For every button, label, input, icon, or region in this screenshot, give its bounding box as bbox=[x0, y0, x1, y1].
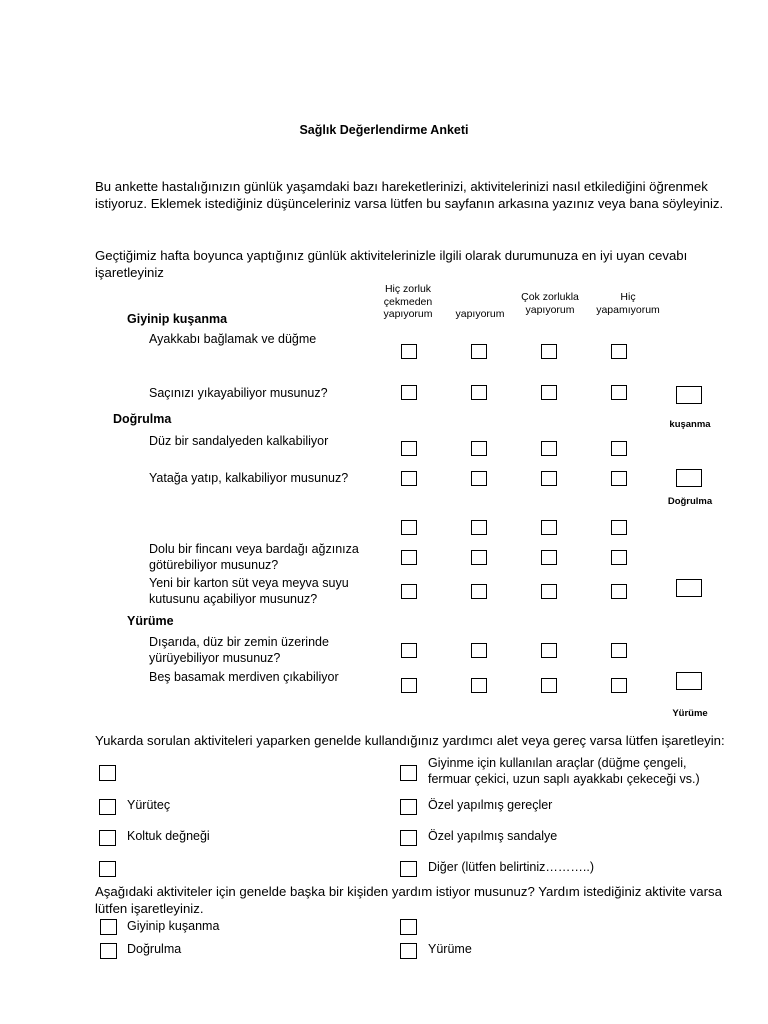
q1-unable-checkbox[interactable] bbox=[611, 344, 627, 359]
q3-much-difficulty-checkbox[interactable] bbox=[541, 441, 557, 456]
help-prompt: Aşağıdaki aktiviteler için genelde başka bir kişiden yardım istiyor musunuz? Yardım istediğiniz aktivite varsa lütfen işaretleyiniz. bbox=[95, 884, 722, 916]
question-in-out-of-bed: Yatağa yatıp, kalkabiliyor musunuz? bbox=[149, 471, 349, 485]
q3-some-difficulty-checkbox[interactable] bbox=[471, 441, 487, 456]
question-rise-from-chair: Düz bir sandalyeden kalkabiliyor bbox=[149, 434, 329, 448]
q2-some-difficulty-checkbox[interactable] bbox=[471, 385, 487, 400]
help-walking-checkbox[interactable] bbox=[400, 943, 417, 959]
q7-unable-checkbox[interactable] bbox=[611, 643, 627, 658]
q5-no-difficulty-checkbox[interactable] bbox=[401, 550, 417, 565]
section-dressing: Giyinip kuşanma bbox=[127, 312, 228, 326]
rising-score-label: Doğrulma bbox=[667, 496, 713, 507]
eating-score-box[interactable] bbox=[676, 579, 702, 597]
aid-other-checkbox[interactable] bbox=[400, 861, 417, 877]
aid-special-chair-label: Özel yapılmış sandalye bbox=[428, 829, 558, 843]
q4-no-difficulty-checkbox[interactable] bbox=[401, 471, 417, 486]
unlabeled-row-checkbox-4[interactable] bbox=[611, 520, 627, 535]
q4-much-difficulty-checkbox[interactable] bbox=[541, 471, 557, 486]
unlabeled-row-checkbox-3[interactable] bbox=[541, 520, 557, 535]
question-climb-stairs: Beş basamak merdiven çıkabiliyor bbox=[149, 670, 339, 684]
aid-special-tools-label: Özel yapılmış gereçler bbox=[428, 798, 553, 812]
q4-some-difficulty-checkbox[interactable] bbox=[471, 471, 487, 486]
q7-much-difficulty-checkbox[interactable] bbox=[541, 643, 557, 658]
aid-dressing-tools-checkbox[interactable] bbox=[400, 765, 417, 781]
help-blank-checkbox[interactable] bbox=[400, 919, 417, 935]
question-walk-outdoors: Dışarıda, düz bir zemin üzerinde yürüyebiliyor musunuz? bbox=[149, 635, 329, 665]
aid-walker-checkbox[interactable] bbox=[99, 799, 116, 815]
dressing-score-label: kuşanma bbox=[669, 419, 711, 430]
q3-unable-checkbox[interactable] bbox=[611, 441, 627, 456]
aids-prompt: Yukarda sorulan aktiviteleri yaparken genelde kullandığınız yardımcı alet veya gereç varsa lütfen işaretleyin: bbox=[95, 733, 725, 748]
q5-some-difficulty-checkbox[interactable] bbox=[471, 550, 487, 565]
unlabeled-row-checkbox-1[interactable] bbox=[401, 520, 417, 535]
rising-score-box[interactable] bbox=[676, 469, 702, 487]
help-rising-label: Doğrulma bbox=[127, 942, 182, 956]
column-header-no-difficulty: Hiç zorluk çekmeden yapıyorum bbox=[383, 283, 433, 320]
help-dressing-checkbox[interactable] bbox=[100, 919, 117, 935]
unlabeled-row-checkbox-2[interactable] bbox=[471, 520, 487, 535]
q7-no-difficulty-checkbox[interactable] bbox=[401, 643, 417, 658]
aid-crutch-label: Koltuk değneği bbox=[127, 829, 210, 843]
help-rising-checkbox[interactable] bbox=[100, 943, 117, 959]
dressing-score-box[interactable] bbox=[676, 386, 702, 404]
aid-special-tools-checkbox[interactable] bbox=[400, 799, 417, 815]
aid-other-label: Diğer (lütfen belirtiniz………..) bbox=[428, 860, 595, 874]
q6-unable-checkbox[interactable] bbox=[611, 584, 627, 599]
aid-walker-label: Yürüteç bbox=[127, 798, 171, 812]
q7-some-difficulty-checkbox[interactable] bbox=[471, 643, 487, 658]
q1-much-difficulty-checkbox[interactable] bbox=[541, 344, 557, 359]
aid-blank-2-checkbox[interactable] bbox=[99, 861, 116, 877]
aid-dressing-tools-label: Giyinme için kullanılan araçlar (düğme çengeli, fermuar çekici, uzun saplı ayakkabı çekeceği vs.) bbox=[428, 756, 700, 786]
q2-no-difficulty-checkbox[interactable] bbox=[401, 385, 417, 400]
question-shoes-buttons: Ayakkabı bağlamak ve düğme bbox=[149, 332, 317, 346]
help-dressing-label: Giyinip kuşanma bbox=[127, 919, 220, 933]
column-header-much-difficulty: Çok zorlukla yapıyorum bbox=[521, 291, 579, 316]
q2-unable-checkbox[interactable] bbox=[611, 385, 627, 400]
walking-score-label: Yürüme bbox=[672, 708, 708, 719]
q5-unable-checkbox[interactable] bbox=[611, 550, 627, 565]
q8-unable-checkbox[interactable] bbox=[611, 678, 627, 693]
aid-blank-1-checkbox[interactable] bbox=[99, 765, 116, 781]
section-walking: Yürüme bbox=[127, 614, 174, 628]
q1-no-difficulty-checkbox[interactable] bbox=[401, 344, 417, 359]
question-lift-cup: Dolu bir fincanı veya bardağı ağzınıza götürebiliyor musunuz? bbox=[149, 542, 359, 572]
column-header-unable: Hiç yapamıyorum bbox=[596, 291, 660, 316]
walking-score-box[interactable] bbox=[676, 672, 702, 690]
q4-unable-checkbox[interactable] bbox=[611, 471, 627, 486]
aid-crutch-checkbox[interactable] bbox=[99, 830, 116, 846]
q8-no-difficulty-checkbox[interactable] bbox=[401, 678, 417, 693]
intro-paragraph: Bu ankette hastalığınızın günlük yaşamdaki bazı hareketlerinizi, aktivitelerinizi nasıl etkilediğini öğrenmek istiyoruz. Eklemek istediğiniz düşünceleriniz varsa lütfen bu sayfanın arkasına yazınız veya bana söyleyiniz. bbox=[95, 179, 724, 211]
q3-no-difficulty-checkbox[interactable] bbox=[401, 441, 417, 456]
q8-much-difficulty-checkbox[interactable] bbox=[541, 678, 557, 693]
question-open-carton: Yeni bir karton süt veya meyva suyu kutusunu açabiliyor musunuz? bbox=[149, 576, 349, 606]
q6-some-difficulty-checkbox[interactable] bbox=[471, 584, 487, 599]
q6-much-difficulty-checkbox[interactable] bbox=[541, 584, 557, 599]
page-title: Sağlık Değerlendirme Anketi bbox=[299, 123, 469, 137]
q5-much-difficulty-checkbox[interactable] bbox=[541, 550, 557, 565]
aid-special-chair-checkbox[interactable] bbox=[400, 830, 417, 846]
column-header-some-difficulty: yapıyorum bbox=[455, 308, 505, 320]
question-wash-hair: Saçınızı yıkayabiliyor musunuz? bbox=[149, 386, 328, 400]
section-rising: Doğrulma bbox=[113, 412, 172, 426]
help-walking-label: Yürüme bbox=[428, 942, 472, 956]
q2-much-difficulty-checkbox[interactable] bbox=[541, 385, 557, 400]
instruction-paragraph: Geçtiğimiz hafta boyunca yaptığınız günlük aktivitelerinizle ilgili olarak durumunuza en iyi uyan cevabı işaretleyiniz bbox=[95, 248, 688, 280]
q8-some-difficulty-checkbox[interactable] bbox=[471, 678, 487, 693]
q6-no-difficulty-checkbox[interactable] bbox=[401, 584, 417, 599]
q1-some-difficulty-checkbox[interactable] bbox=[471, 344, 487, 359]
